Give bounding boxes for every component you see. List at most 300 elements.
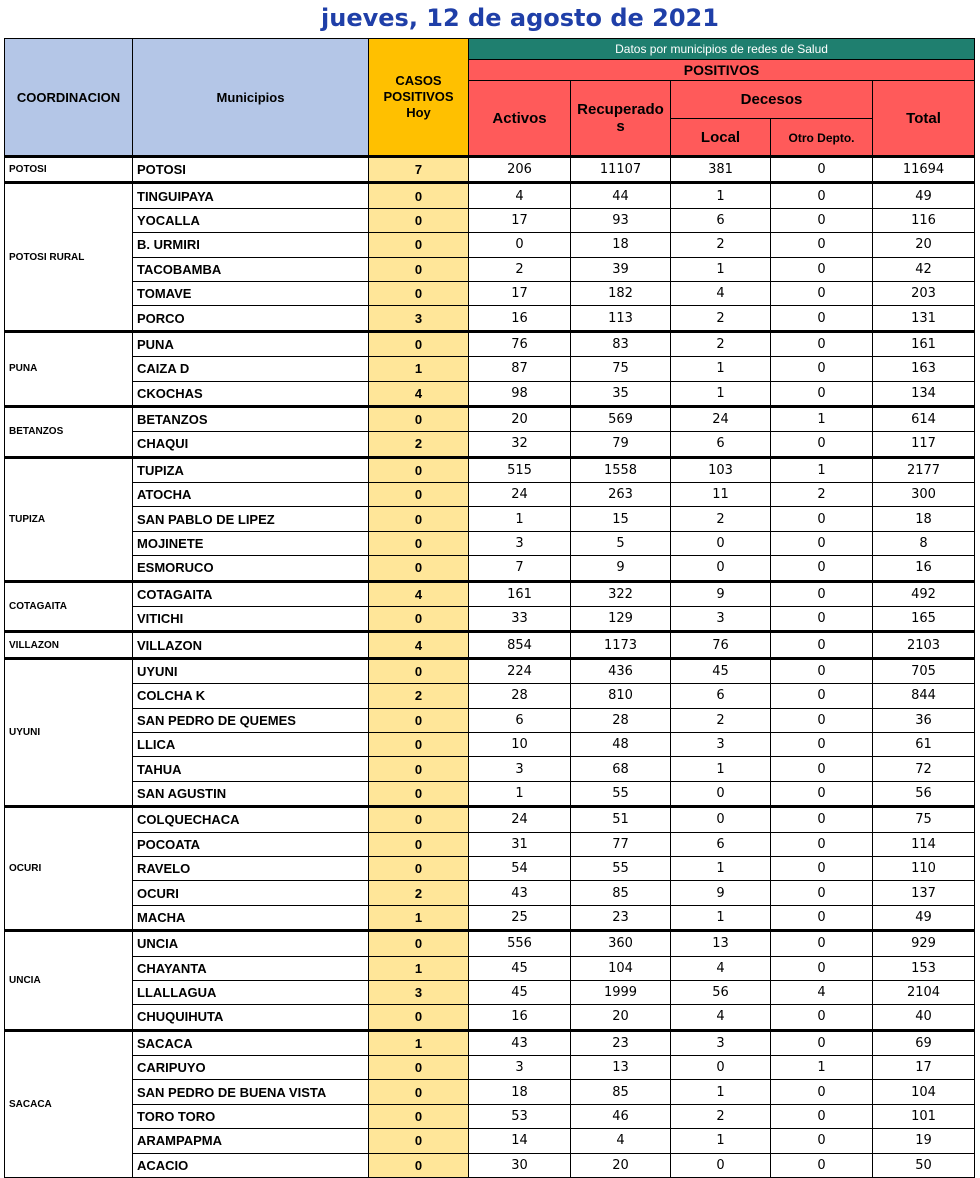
activos-cell: 98 (469, 381, 571, 406)
casos-cell: 0 (369, 281, 469, 305)
otro-cell: 0 (771, 708, 873, 732)
municipio-cell: COLCHA K (133, 684, 369, 708)
table-header (5, 39, 975, 157)
casos-cell: 0 (369, 757, 469, 781)
table-row (5, 956, 975, 980)
activos-cell: 30 (469, 1153, 571, 1177)
total-cell: 11694 (873, 157, 975, 183)
local-cell: 1 (671, 183, 771, 208)
otro-cell: 0 (771, 658, 873, 683)
recuperados-cell: 79 (571, 432, 671, 457)
otro-cell: 0 (771, 732, 873, 756)
table-row (5, 781, 975, 806)
table-row (5, 931, 975, 956)
activos-cell: 45 (469, 980, 571, 1004)
recuperados-cell: 569 (571, 406, 671, 431)
recuperados-cell: 436 (571, 658, 671, 683)
local-cell: 56 (671, 980, 771, 1004)
casos-cell: 1 (369, 1030, 469, 1055)
activos-cell: 7 (469, 556, 571, 581)
local-cell: 2 (671, 1104, 771, 1128)
recuperados-cell: 4 (571, 1129, 671, 1153)
total-cell: 72 (873, 757, 975, 781)
table-row (5, 331, 975, 356)
casos-cell: 0 (369, 331, 469, 356)
header-positivos: POSITIVOS (469, 60, 975, 81)
table-row (5, 856, 975, 880)
total-cell: 614 (873, 406, 975, 431)
activos-cell: 18 (469, 1080, 571, 1104)
municipio-cell: PORCO (133, 306, 369, 331)
casos-cell: 4 (369, 581, 469, 606)
activos-cell: 4 (469, 183, 571, 208)
activos-cell: 20 (469, 406, 571, 431)
activos-cell: 31 (469, 832, 571, 856)
recuperados-cell: 9 (571, 556, 671, 581)
table-row (5, 457, 975, 482)
otro-cell: 0 (771, 183, 873, 208)
local-cell: 2 (671, 708, 771, 732)
local-cell: 0 (671, 531, 771, 555)
municipio-cell: B. URMIRI (133, 233, 369, 257)
activos-cell: 3 (469, 1056, 571, 1080)
casos-cell: 7 (369, 157, 469, 183)
coordinacion-cell: SACACA (5, 1030, 133, 1177)
total-cell: 17 (873, 1056, 975, 1080)
otro-cell: 1 (771, 406, 873, 431)
recuperados-cell: 39 (571, 257, 671, 281)
otro-cell: 0 (771, 432, 873, 457)
casos-cell: 2 (369, 881, 469, 905)
municipio-cell: TACOBAMBA (133, 257, 369, 281)
municipio-cell: MOJINETE (133, 531, 369, 555)
otro-cell: 0 (771, 684, 873, 708)
header-recuperados-line2: s (616, 118, 625, 135)
table-row (5, 1153, 975, 1177)
municipio-cell: UNCIA (133, 931, 369, 956)
casos-cell: 0 (369, 1129, 469, 1153)
municipio-cell: CAIZA D (133, 357, 369, 381)
header-decesos: Decesos (671, 81, 873, 119)
municipio-cell: YOCALLA (133, 208, 369, 232)
header-total: Total (873, 81, 975, 157)
activos-cell: 1 (469, 507, 571, 531)
header-casos-positivos (369, 39, 469, 157)
header-otro-depto (771, 119, 873, 157)
table-row (5, 832, 975, 856)
local-cell: 6 (671, 208, 771, 232)
local-cell: 6 (671, 684, 771, 708)
municipio-cell: POTOSI (133, 157, 369, 183)
municipio-cell: BETANZOS (133, 406, 369, 431)
otro-cell: 0 (771, 1030, 873, 1055)
otro-cell: 0 (771, 581, 873, 606)
table-row (5, 233, 975, 257)
municipio-cell: VILLAZON (133, 632, 369, 658)
recuperados-cell: 48 (571, 732, 671, 756)
table-row (5, 881, 975, 905)
casos-cell: 0 (369, 183, 469, 208)
casos-cell: 2 (369, 432, 469, 457)
total-cell: 8 (873, 531, 975, 555)
otro-cell: 0 (771, 1104, 873, 1128)
local-cell: 1 (671, 856, 771, 880)
casos-cell: 0 (369, 233, 469, 257)
total-cell: 134 (873, 381, 975, 406)
total-cell: 20 (873, 233, 975, 257)
municipio-cell: LLALLAGUA (133, 980, 369, 1004)
activos-cell: 16 (469, 306, 571, 331)
casos-cell: 4 (369, 632, 469, 658)
municipio-cell: SAN PABLO DE LIPEZ (133, 507, 369, 531)
total-cell: 165 (873, 607, 975, 632)
total-cell: 929 (873, 931, 975, 956)
casos-cell: 2 (369, 684, 469, 708)
local-cell: 0 (671, 1056, 771, 1080)
total-cell: 69 (873, 1030, 975, 1055)
otro-cell: 0 (771, 507, 873, 531)
total-cell: 50 (873, 1153, 975, 1177)
recuperados-cell: 55 (571, 856, 671, 880)
recuperados-cell: 68 (571, 757, 671, 781)
otro-cell: 0 (771, 1005, 873, 1030)
otro-cell: 0 (771, 832, 873, 856)
total-cell: 110 (873, 856, 975, 880)
otro-cell: 0 (771, 956, 873, 980)
activos-cell: 17 (469, 281, 571, 305)
local-cell: 1 (671, 1080, 771, 1104)
recuperados-cell: 23 (571, 905, 671, 930)
total-cell: 42 (873, 257, 975, 281)
total-cell: 19 (873, 1129, 975, 1153)
otro-cell: 0 (771, 757, 873, 781)
municipio-cell: SAN PEDRO DE QUEMES (133, 708, 369, 732)
total-cell: 104 (873, 1080, 975, 1104)
total-cell: 49 (873, 905, 975, 930)
local-cell: 1 (671, 905, 771, 930)
recuperados-cell: 129 (571, 607, 671, 632)
municipio-cell: CARIPUYO (133, 1056, 369, 1080)
casos-cell: 0 (369, 1104, 469, 1128)
local-cell: 4 (671, 956, 771, 980)
activos-cell: 33 (469, 607, 571, 632)
casos-cell: 0 (369, 507, 469, 531)
table-row (5, 1056, 975, 1080)
activos-cell: 24 (469, 483, 571, 507)
recuperados-cell: 15 (571, 507, 671, 531)
casos-cell: 0 (369, 1056, 469, 1080)
otro-cell: 2 (771, 483, 873, 507)
table-row (5, 281, 975, 305)
local-cell: 1 (671, 1129, 771, 1153)
total-cell: 40 (873, 1005, 975, 1030)
local-cell: 2 (671, 233, 771, 257)
otro-cell: 1 (771, 1056, 873, 1080)
activos-cell: 3 (469, 757, 571, 781)
local-cell: 11 (671, 483, 771, 507)
casos-cell: 4 (369, 381, 469, 406)
recuperados-cell: 83 (571, 331, 671, 356)
table-row (5, 183, 975, 208)
municipio-cell: ESMORUCO (133, 556, 369, 581)
header-datos: Datos por municipios de redes de Salud (469, 39, 975, 60)
otro-cell: 0 (771, 157, 873, 183)
coordinacion-cell: VILLAZON (5, 632, 133, 658)
casos-cell: 1 (369, 905, 469, 930)
header-otro-depto-label: Otro Depto. (788, 130, 855, 145)
coordinacion-cell: COTAGAITA (5, 581, 133, 632)
casos-cell: 0 (369, 1080, 469, 1104)
table-row (5, 357, 975, 381)
otro-cell: 0 (771, 357, 873, 381)
table-row (5, 980, 975, 1004)
activos-cell: 161 (469, 581, 571, 606)
table-row (5, 732, 975, 756)
table-row (5, 1080, 975, 1104)
activos-cell: 515 (469, 457, 571, 482)
casos-cell: 0 (369, 1005, 469, 1030)
recuperados-cell: 85 (571, 1080, 671, 1104)
casos-cell: 0 (369, 931, 469, 956)
casos-cell: 0 (369, 406, 469, 431)
total-cell: 163 (873, 357, 975, 381)
local-cell: 1 (671, 381, 771, 406)
otro-cell: 0 (771, 1080, 873, 1104)
header-municipios: Municipios (133, 39, 369, 157)
table-row (5, 1104, 975, 1128)
table-row (5, 1005, 975, 1030)
otro-cell: 0 (771, 607, 873, 632)
recuperados-cell: 20 (571, 1005, 671, 1030)
total-cell: 131 (873, 306, 975, 331)
local-cell: 1 (671, 257, 771, 281)
otro-cell: 0 (771, 208, 873, 232)
total-cell: 137 (873, 881, 975, 905)
activos-cell: 854 (469, 632, 571, 658)
activos-cell: 45 (469, 956, 571, 980)
table-row (5, 257, 975, 281)
header-activos: Activos (469, 81, 571, 157)
table-row (5, 1030, 975, 1055)
table-row (5, 157, 975, 183)
activos-cell: 10 (469, 732, 571, 756)
header-casos-line2: POSITIVOS (383, 89, 454, 104)
otro-cell: 0 (771, 306, 873, 331)
total-cell: 117 (873, 432, 975, 457)
activos-cell: 28 (469, 684, 571, 708)
local-cell: 3 (671, 1030, 771, 1055)
total-cell: 56 (873, 781, 975, 806)
activos-cell: 54 (469, 856, 571, 880)
total-cell: 705 (873, 658, 975, 683)
table-row (5, 658, 975, 683)
local-cell: 6 (671, 432, 771, 457)
recuperados-cell: 28 (571, 708, 671, 732)
recuperados-cell: 20 (571, 1153, 671, 1177)
municipio-cell: COTAGAITA (133, 581, 369, 606)
municipio-cell: TINGUIPAYA (133, 183, 369, 208)
otro-cell: 4 (771, 980, 873, 1004)
total-cell: 36 (873, 708, 975, 732)
local-cell: 6 (671, 832, 771, 856)
coordinacion-cell: UYUNI (5, 658, 133, 806)
recuperados-cell: 113 (571, 306, 671, 331)
recuperados-cell: 44 (571, 183, 671, 208)
coordinacion-cell: UNCIA (5, 931, 133, 1031)
otro-cell: 0 (771, 257, 873, 281)
coordinacion-cell: PUNA (5, 331, 133, 406)
municipio-cell: CHAYANTA (133, 956, 369, 980)
header-casos-line3: Hoy (406, 105, 431, 120)
recuperados-cell: 360 (571, 931, 671, 956)
activos-cell: 53 (469, 1104, 571, 1128)
activos-cell: 24 (469, 807, 571, 832)
municipio-cell: ATOCHA (133, 483, 369, 507)
coordinacion-cell: TUPIZA (5, 457, 133, 581)
header-recuperados-line1: Recuperado (577, 101, 664, 118)
municipio-cell: SAN PEDRO DE BUENA VISTA (133, 1080, 369, 1104)
local-cell: 0 (671, 1153, 771, 1177)
local-cell: 2 (671, 507, 771, 531)
activos-cell: 87 (469, 357, 571, 381)
otro-cell: 0 (771, 1153, 873, 1177)
otro-cell: 0 (771, 781, 873, 806)
activos-cell: 556 (469, 931, 571, 956)
activos-cell: 2 (469, 257, 571, 281)
otro-cell: 0 (771, 381, 873, 406)
recuperados-cell: 182 (571, 281, 671, 305)
municipio-cell: VITICHI (133, 607, 369, 632)
total-cell: 2103 (873, 632, 975, 658)
table-row (5, 581, 975, 606)
total-cell: 203 (873, 281, 975, 305)
activos-cell: 6 (469, 708, 571, 732)
otro-cell: 0 (771, 556, 873, 581)
otro-cell: 1 (771, 457, 873, 482)
recuperados-cell: 1999 (571, 980, 671, 1004)
recuperados-cell: 104 (571, 956, 671, 980)
local-cell: 4 (671, 1005, 771, 1030)
otro-cell: 0 (771, 931, 873, 956)
local-cell: 103 (671, 457, 771, 482)
municipio-cell: OCURI (133, 881, 369, 905)
local-cell: 2 (671, 306, 771, 331)
activos-cell: 0 (469, 233, 571, 257)
municipio-cell: MACHA (133, 905, 369, 930)
municipio-cell: SACACA (133, 1030, 369, 1055)
municipio-cell: COLQUECHACA (133, 807, 369, 832)
coordinacion-cell: POTOSI RURAL (5, 183, 133, 331)
activos-cell: 76 (469, 331, 571, 356)
table-row (5, 381, 975, 406)
casos-cell: 0 (369, 457, 469, 482)
local-cell: 3 (671, 732, 771, 756)
total-cell: 2177 (873, 457, 975, 482)
total-cell: 101 (873, 1104, 975, 1128)
otro-cell: 0 (771, 281, 873, 305)
casos-cell: 0 (369, 531, 469, 555)
total-cell: 2104 (873, 980, 975, 1004)
total-cell: 300 (873, 483, 975, 507)
header-casos-line1: CASOS (395, 73, 442, 88)
table-row (5, 306, 975, 331)
casos-cell: 0 (369, 781, 469, 806)
activos-cell: 1 (469, 781, 571, 806)
coordinacion-cell: OCURI (5, 807, 133, 931)
recuperados-cell: 35 (571, 381, 671, 406)
activos-cell: 32 (469, 432, 571, 457)
activos-cell: 43 (469, 1030, 571, 1055)
municipio-cell: CKOCHAS (133, 381, 369, 406)
local-cell: 24 (671, 406, 771, 431)
covid-table (4, 38, 975, 1178)
local-cell: 4 (671, 281, 771, 305)
otro-cell: 0 (771, 881, 873, 905)
total-cell: 161 (873, 331, 975, 356)
table-row (5, 507, 975, 531)
casos-cell: 0 (369, 1153, 469, 1177)
table-row (5, 632, 975, 658)
table-row (5, 905, 975, 930)
recuperados-cell: 77 (571, 832, 671, 856)
casos-cell: 0 (369, 607, 469, 632)
local-cell: 9 (671, 881, 771, 905)
local-cell: 3 (671, 607, 771, 632)
casos-cell: 0 (369, 732, 469, 756)
activos-cell: 206 (469, 157, 571, 183)
activos-cell: 17 (469, 208, 571, 232)
page-title: jueves, 12 de agosto de 2021 (321, 4, 719, 32)
total-cell: 844 (873, 684, 975, 708)
casos-cell: 0 (369, 658, 469, 683)
table-row (5, 432, 975, 457)
activos-cell: 43 (469, 881, 571, 905)
municipio-cell: LLICA (133, 732, 369, 756)
table-row (5, 684, 975, 708)
table-row (5, 757, 975, 781)
casos-cell: 0 (369, 856, 469, 880)
total-cell: 16 (873, 556, 975, 581)
otro-cell: 0 (771, 331, 873, 356)
casos-cell: 1 (369, 357, 469, 381)
recuperados-cell: 23 (571, 1030, 671, 1055)
table-row (5, 208, 975, 232)
total-cell: 116 (873, 208, 975, 232)
casos-cell: 0 (369, 257, 469, 281)
municipio-cell: UYUNI (133, 658, 369, 683)
header-local: Local (671, 119, 771, 157)
recuperados-cell: 46 (571, 1104, 671, 1128)
coordinacion-cell: BETANZOS (5, 406, 133, 457)
local-cell: 0 (671, 781, 771, 806)
local-cell: 9 (671, 581, 771, 606)
otro-cell: 0 (771, 905, 873, 930)
municipio-cell: SAN AGUSTIN (133, 781, 369, 806)
recuperados-cell: 263 (571, 483, 671, 507)
header-recuperados (571, 81, 671, 157)
local-cell: 1 (671, 357, 771, 381)
municipio-cell: ARAMPAPMA (133, 1129, 369, 1153)
municipio-cell: TUPIZA (133, 457, 369, 482)
table-row (5, 406, 975, 431)
casos-cell: 0 (369, 832, 469, 856)
activos-cell: 16 (469, 1005, 571, 1030)
total-cell: 49 (873, 183, 975, 208)
otro-cell: 0 (771, 531, 873, 555)
recuperados-cell: 322 (571, 581, 671, 606)
table-row (5, 1129, 975, 1153)
total-cell: 492 (873, 581, 975, 606)
